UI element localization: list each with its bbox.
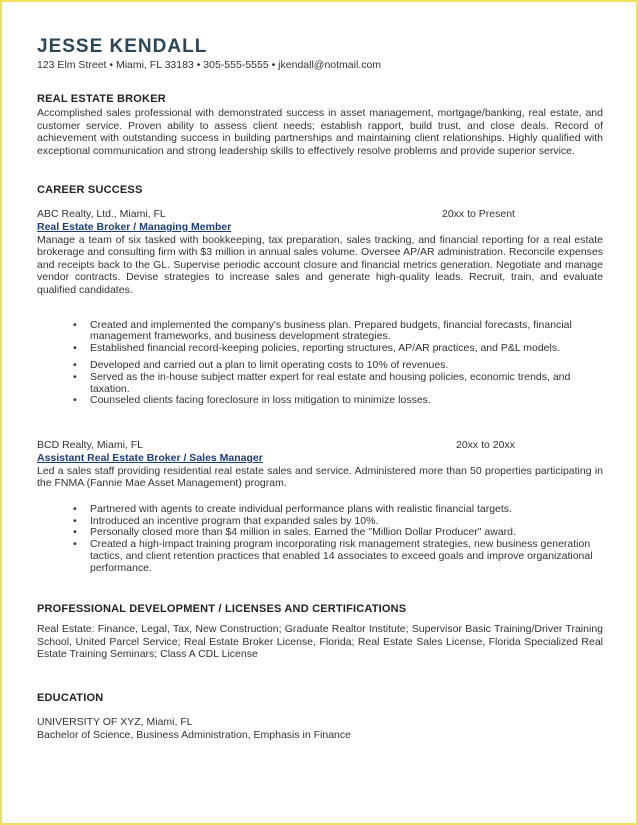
career-title: CAREER SUCCESS xyxy=(37,184,143,196)
resume-header xyxy=(37,36,603,72)
job-description: Led a sales staff providing residential real estate sales and service. Administered more than 50 properties participating in the FNMA (Fannie Mae Asset Management) program. xyxy=(37,464,603,490)
education-degree: Bachelor of Science, Business Administration, Emphasis in Finance xyxy=(37,728,351,741)
professional-development-title: PROFESSIONAL DEVELOPMENT / LICENSES AND CERTIFICATIONS xyxy=(37,603,407,615)
job-entry xyxy=(37,439,603,575)
education-section xyxy=(37,691,603,741)
job-company: BCD Realty, Miami, FL xyxy=(37,439,143,451)
list-item: • Introduced an incentive program that expanded sales by 10%. xyxy=(90,516,603,528)
education-title: EDUCATION xyxy=(37,692,104,704)
list-item: • Personally closed more than $4 million in sales. Earned the "Million Dollar Producer" award. xyxy=(90,527,603,539)
list-item: • Created a high-impact training program incorporating risk management strategies, new business generation tactics, and client retention practices that enabled 14 associates to exceed goals and improve organizational performance. xyxy=(90,539,603,574)
professional-development-text: Real Estate: Finance, Legal, Tax, New Construction; Graduate Realtor Institute; Supervisor Basic Training/Driver Training School, United Parcel Service; Real Estate Broker License, Florida; Real Estate Sales License, Florida Specialized Real Estate Training Seminars; Class A CDL License xyxy=(37,623,603,661)
list-item: • Established financial record-keeping policies, reporting structures, AP/AR practices, and P&L models. xyxy=(90,343,603,355)
job-position: Real Estate Broker / Managing Member xyxy=(37,221,232,233)
job-dates: 20xx to Present xyxy=(442,208,515,220)
professional-development-section xyxy=(37,602,603,661)
job-achievements xyxy=(37,504,603,575)
summary-text: Accomplished sales professional with demonstrated success in asset management, mortgage/banking, real estate, and customer service. Proven ability to assess client needs; establish rapport, build trust, and close deals. Record of achievement with outstanding success in building partnerships and maintaining client relationships. Highly qualified with exceptional communication and strong leadership skills to effectively resolve problems and provide superior service. xyxy=(37,107,603,157)
list-item: • Developed and carried out a plan to limit operating costs to 10% of revenues. xyxy=(90,360,603,372)
list-item: • Counseled clients facing foreclosure in loss mitigation to minimize losses. xyxy=(90,395,603,407)
contact-line: 123 Elm Street • Miami, FL 33183 • 305-555-5555 • jkendall@notmail.com xyxy=(37,59,382,71)
education-school: UNIVERSITY OF XYZ, Miami, FL xyxy=(37,716,193,728)
job-achievements xyxy=(37,320,603,408)
job-position: Assistant Real Estate Broker / Sales Manager xyxy=(37,452,263,464)
job-description: Manage a team of six tasked with bookkeeping, tax preparation, sales tracking, and financial reporting for a real estate brokerage and consulting firm with $3 million in annual sales volume. Oversee AP/AR administration. Reconcile expenses and receipts back to the GL. Supervise periodic account closure and financial metrics generation. Negotiate and manage vendor contracts. Devise strategies to increase sales and generate high-quality leads. Recruit, train, and evaluate qualified candidates. xyxy=(37,233,603,296)
career-section-title-block xyxy=(37,183,603,197)
summary-title: REAL ESTATE BROKER xyxy=(37,93,166,105)
candidate-name: JESSE KENDALL xyxy=(37,36,208,57)
job-entry xyxy=(37,208,603,407)
job-company: ABC Realty, Ltd., Miami, FL xyxy=(37,208,166,220)
summary-section xyxy=(37,92,603,157)
list-item: • Partnered with agents to create individual performance plans with realistic financial targets. xyxy=(90,504,603,516)
job-dates: 20xx to 20xx xyxy=(456,439,515,451)
list-item: • Created and implemented the company's business plan. Prepared budgets, financial forecasts, financial management frameworks, and business development strategies. xyxy=(90,320,603,344)
list-item: • Served as the in-house subject matter expert for real estate and housing policies, economic trends, and taxation. xyxy=(90,372,603,396)
